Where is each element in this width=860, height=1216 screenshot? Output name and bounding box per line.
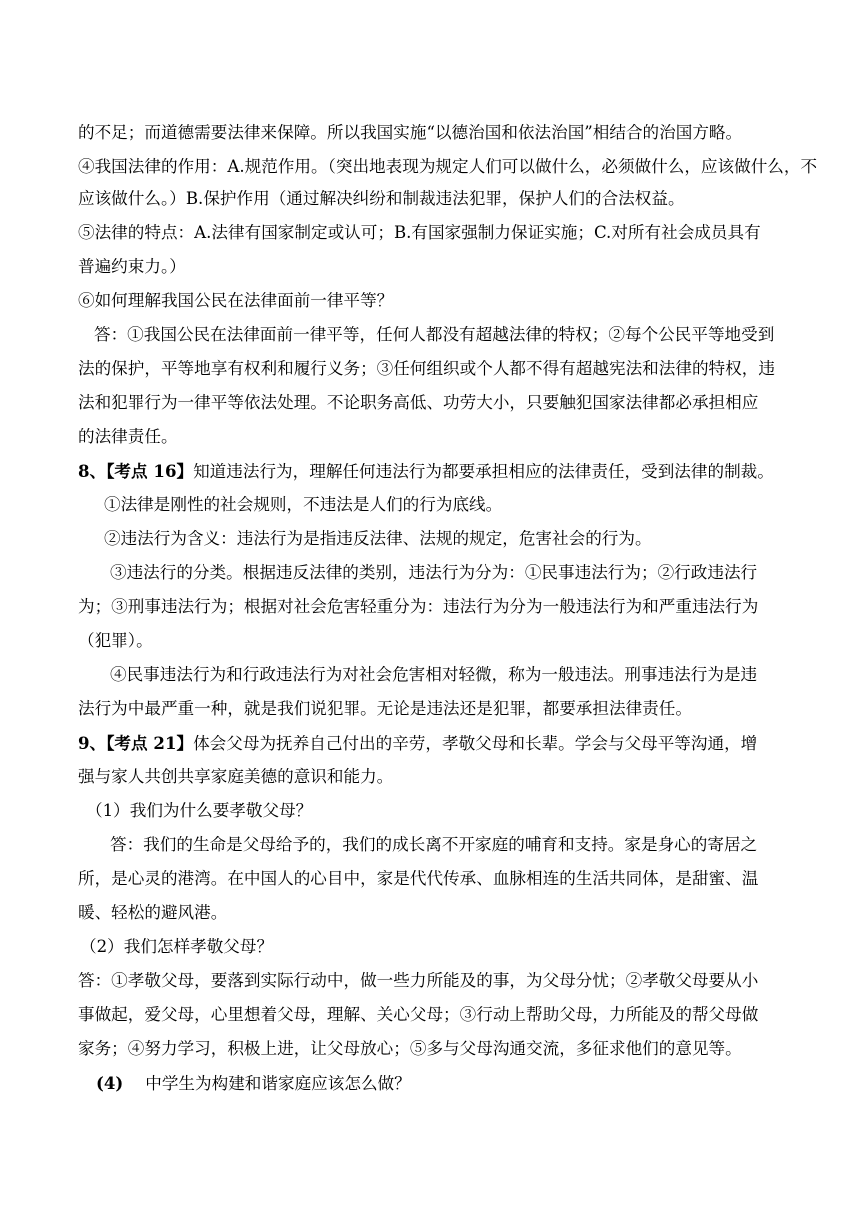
text-line: 法和犯罪行为一律平等依法处理。不论职务高低、功劳大小，只要触犯国家法律都必承担相应 [78,393,759,412]
text-line: 家务；④努力学习，积极上进，让父母放心；⑤多与父母沟通交流，多征求他们的意见等。 [78,1039,742,1058]
text-line: 事做起，爱父母，心里想着父母，理解、关心父母；③行动上帮助父母，力所能及的帮父母做 [78,1005,759,1024]
text-line: 普遍约束力。） [78,257,186,276]
text-line: 答：①我国公民在法律面前一律平等，任何人都没有超越法律的特权；②每个公民平等地受到 [94,325,775,344]
text-line: 的不足；而道德需要法律来保障。所以我国实施“以德治国和依法治国”相结合的治国方略。 [78,123,743,142]
section-heading-8 [78,460,798,483]
question-text: 中学生为构建和谐家庭应该怎么做？ [145,1074,411,1093]
question-heading: （1）我们为什么要孝敬父母？ [86,801,313,820]
text-line: ⑤法律的特点：A.法律有国家制定或认可；B.有国家强制力保证实施；C.对所有社会成员具有 [78,223,761,242]
text-line: 强与家人共创共享家庭美德的意识和能力。 [78,767,394,786]
text-line: 法行为中最严重一种，就是我们说犯罪。无论是违法还是犯罪，都要承担法律责任。 [78,699,692,718]
text-line: ②违法行为含义：违法行为是指违反法律、法规的规定，危害社会的行为。 [104,529,652,548]
text-line: ①法律是刚性的社会规则，不违法是人们的行为底线。 [104,495,503,514]
text-line: ④我国法律的作用：A.规范作用。（突出地表现为规定人们可以做什么，必须做什么，应该做什么，不 [78,157,818,176]
text-line: 答：①孝敬父母，要落到实际行动中，做一些力所能及的事，为父母分忧；②孝敬父母要从小 [78,971,759,990]
text-line: 为；③刑事违法行为；根据对社会危害轻重分为：违法行为分为一般违法行为和严重违法行为 [78,597,759,616]
text-line: （犯罪）。 [78,631,153,650]
section-number: 8、【考点 16】 [78,461,194,481]
section-text: 知道违法行为，理解任何违法行为都要承担相应的法律责任，受到法律的制裁。 [193,462,774,481]
text-line: 的法律责任。 [78,427,178,446]
question-heading [96,1072,816,1095]
text-line: ③违法行的分类。根据违反法律的类别，违法行为分为：①民事违法行为；②行政违法行 [110,563,758,582]
text-line: 暖、轻松的避风港。 [78,903,228,922]
question-number: (4) [96,1073,124,1093]
question-heading: （2）我们怎样孝敬父母？ [80,937,274,956]
section-number: 9、【考点 21】 [78,733,194,753]
section-text: 体会父母为抚养自己付出的辛劳，孝敬父母和长辈。学会与父母平等沟通，增 [193,734,758,753]
text-line: 应该做什么。）B.保护作用（通过解决纠纷和制裁违法犯罪，保护人们的合法权益。 [78,189,685,208]
section-heading-9 [78,732,798,755]
text-line: 法的保护，平等地享有权利和履行义务；③任何组织或个人都不得有超越宪法和法律的特权，违 [78,359,775,378]
text-line: ④民事违法行为和行政违法行为对社会危害相对轻微，称为一般违法。刑事违法行为是违 [110,665,758,684]
text-line: 所，是心灵的港湾。在中国人的心目中，家是代代传承、血脉相连的生活共同体，是甜蜜、温 [78,869,759,888]
text-line: 答：我们的生命是父母给予的，我们的成长离不开家庭的哺育和支持。家是身心的寄居之 [110,835,758,854]
question-heading: ⑥如何理解我国公民在法律面前一律平等？ [78,291,394,310]
